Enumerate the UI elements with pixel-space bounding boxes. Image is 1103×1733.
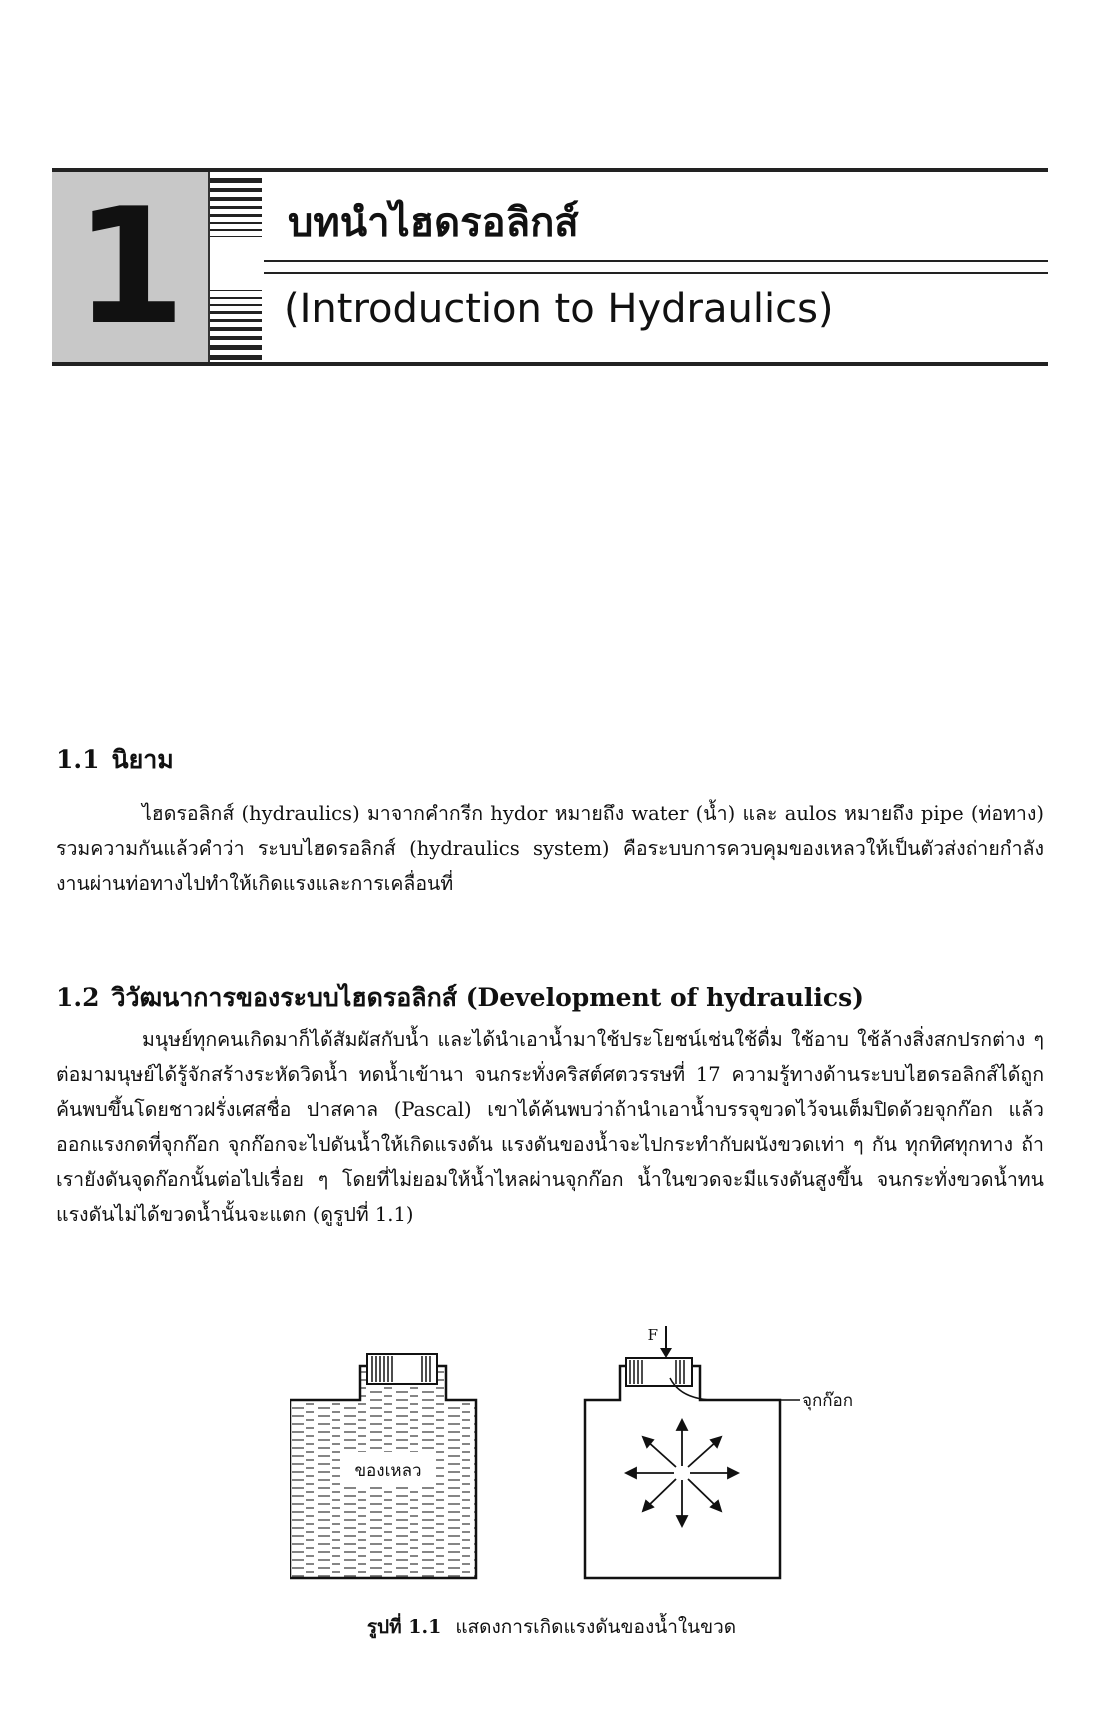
section-body xyxy=(56,1022,1044,1232)
stopper-label: จุกก๊อก xyxy=(802,1391,854,1411)
paragraph: ไฮดรอลิกส์ (hydraulics) มาจากคำกรีก hydor หมายถึง water (น้ำ) และ aulos หมายถึง pipe (ท่อทาง) รวมความกันแล้วคำว่า ระบบไฮดรอลิกส์ (hydraulics system) คือระบบการควบคุมของเหลวให้เป็นตัวส่งถ่ายกำลังงานผ่านท่อทางไปทำให้เกิดแรงและการเคลื่อนที่ xyxy=(56,802,1044,895)
section-heading xyxy=(56,978,864,1018)
section-title: นิยาม xyxy=(111,745,174,774)
bottle-right xyxy=(585,1326,853,1578)
section-title: วิวัฒนาการของระบบไฮดรอลิกส์ (Development of hydraulics) xyxy=(111,983,864,1012)
force-label: F xyxy=(647,1326,658,1344)
header-bottom-rule xyxy=(52,362,1048,366)
header-divider xyxy=(264,272,1048,274)
chapter-header xyxy=(52,168,1048,368)
decorative-stripes xyxy=(210,172,262,362)
chapter-number: 1 xyxy=(74,173,186,360)
chapter-title-thai: บทนำไฮดรอลิกส์ xyxy=(288,199,579,246)
paragraph: มนุษย์ทุกคนเกิดมาก็ได้สัมผัสกับน้ำ และได้นำเอาน้ำมาใช้ประโยชน์เช่นใช้ดื่ม ใช้อาบ ใช้ล้างสิ่งสกปรกต่าง ๆ ต่อมามนุษย์ได้รู้จักสร้างระหัดวิดน้ำ ทดน้ำเข้านา จนกระทั่งคริสต์ศตวรรษที่ 17 ความรู้ทางด้านระบบไฮดรอลิกส์ได้ถูกค้นพบขึ้นโดยชาวฝรั่งเศสชื่อ ปาสคาล (Pascal) เขาได้ค้นพบว่าถ้านำเอาน้ำบรรจุขวดไว้จนเต็มปิดด้วยจุกก๊อก แล้วออกแรงกดที่จุกก๊อก จุกก๊อกจะไปดันน้ำให้เกิดแรงดัน แรงดันของน้ำจะไปกระทำกับผนังขวดเท่า ๆ กัน ทุกทิศทุกทาง ถ้าเรายังดันจุดก๊อกนั้นต่อไปเรื่อย ๆ โดยที่ไม่ยอมให้น้ำไหลผ่านจุกก๊อก น้ำในขวดจะมีแรงดันสูงขึ้น จนกระทั่งขวดน้ำทนแรงดันไม่ได้ขวดน้ำนั้นจะแตก (ดูรูปที่ 1.1) xyxy=(56,1028,1044,1226)
section-body xyxy=(56,796,1044,901)
caption-text: แสดงการเกิดแรงดันของน้ำในขวด xyxy=(455,1616,737,1638)
caption-label: รูปที่ 1.1 xyxy=(366,1616,442,1638)
section-number: 1.2 xyxy=(56,983,100,1012)
chapter-title-english: (Introduction to Hydraulics) xyxy=(284,286,834,332)
figure-caption xyxy=(0,1612,1103,1642)
bottle-left xyxy=(290,1354,476,1578)
section-number: 1.1 xyxy=(56,745,100,774)
liquid-label: ของเหลว xyxy=(354,1461,422,1481)
section-heading xyxy=(56,740,174,780)
header-divider xyxy=(264,260,1048,262)
figure-bottle-pressure xyxy=(290,1326,890,1616)
